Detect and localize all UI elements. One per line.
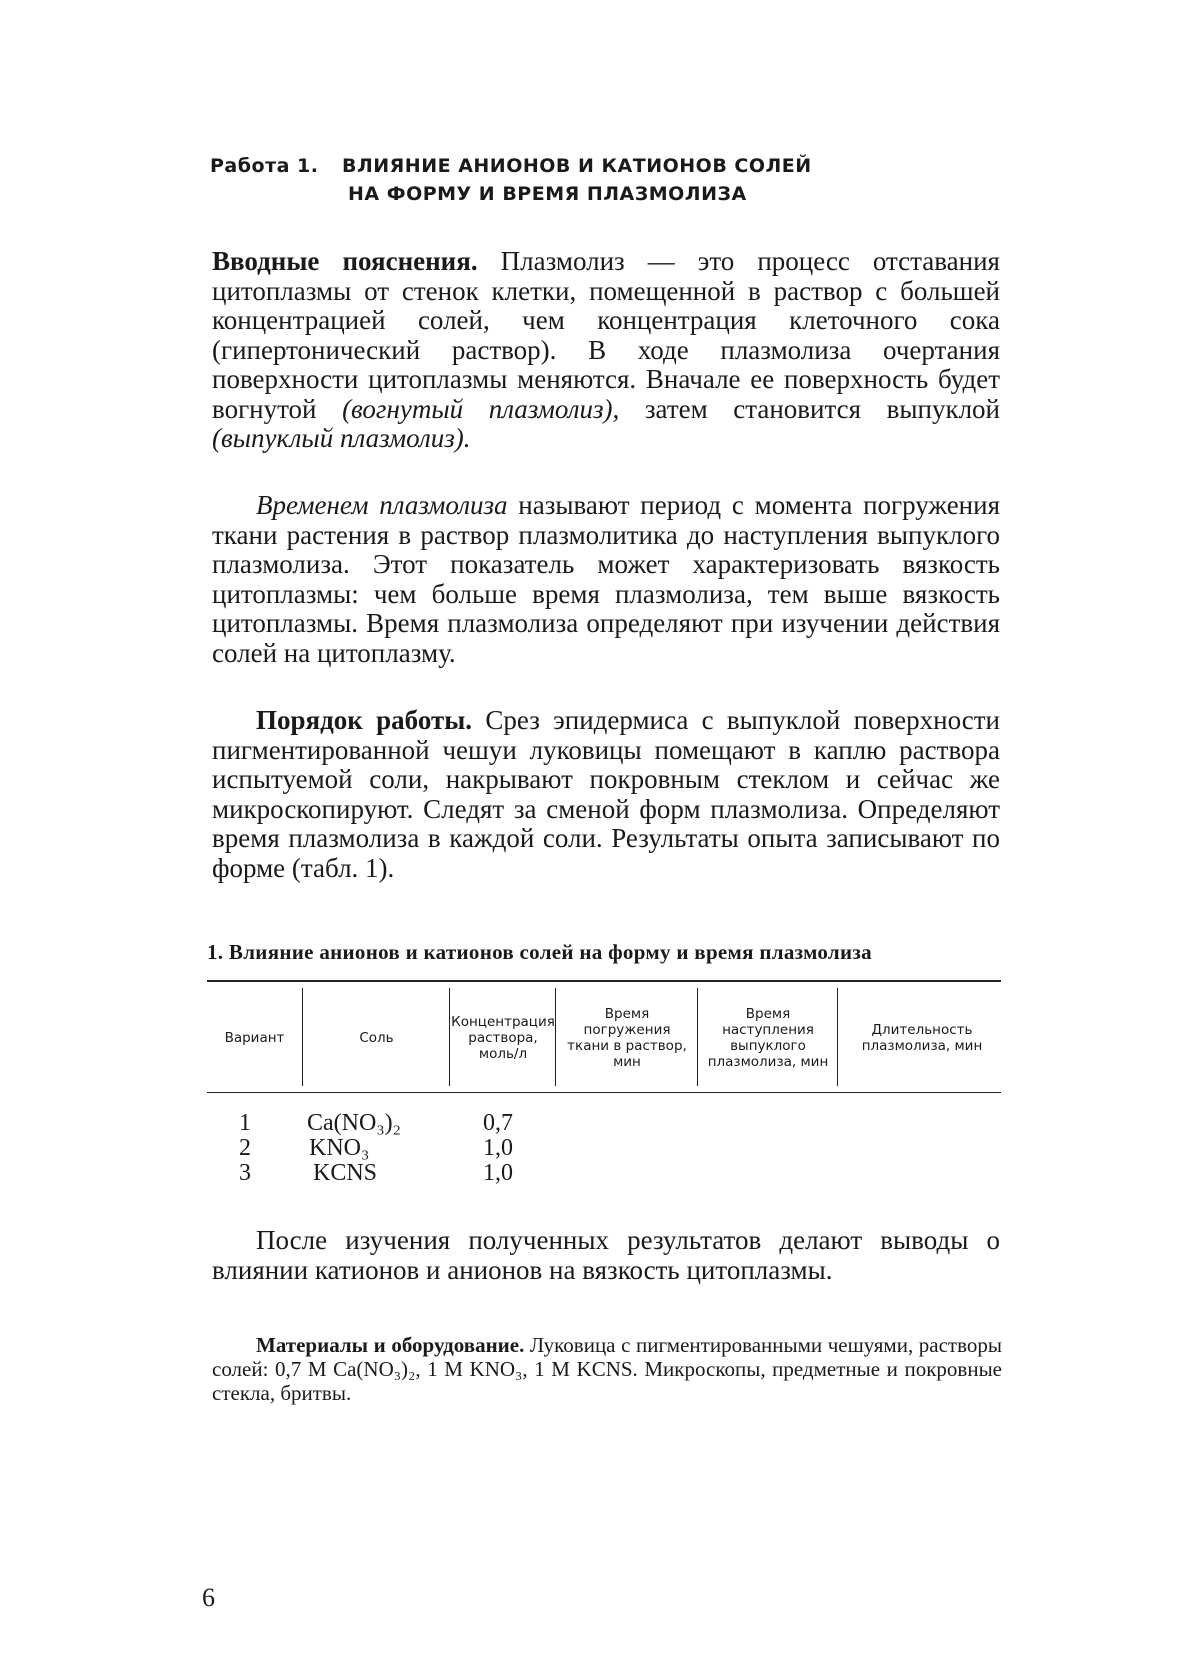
row2-concentration: 1,0 (483, 1135, 513, 1161)
header-variant: Вариант (224, 1030, 285, 1046)
materials-text: Луковица с пигментированными чешуями, растворы солей: 0,7 М Ca(NO₃)₂, 1 М KNO₃, 1 М KCNS. Микроскопы, предметные и покровные стекла, бритвы. (212, 1333, 1002, 1405)
conclusion-paragraph: После изучения полученных результатов делают выводы о влиянии катионов и анионов на вязкость цитоплазмы. (212, 1225, 1000, 1285)
intro-lead: Вводные пояснения. (212, 246, 478, 276)
table-header-rule (207, 1092, 1001, 1093)
header-concentration: Концентрация раствора, моль/л (451, 1014, 555, 1062)
work-title-line1: ВЛИЯНИЕ АНИОНОВ И КАТИОНОВ СОЛЕЙ (342, 155, 812, 177)
column-divider (555, 988, 556, 1086)
header-immersion-time: Время погружения ткани в раствор, мин (567, 1006, 687, 1070)
row2-salt: KNO₃ (309, 1135, 370, 1161)
header-convex-onset-time: Время наступления выпуклого плазмолиза, мин (707, 1006, 829, 1070)
materials-lead: Материалы и оборудование. (256, 1333, 525, 1357)
table-caption: 1. Влияние анионов и катионов солей на форму и время плазмолиза (207, 940, 872, 964)
intro-text-1: Плазмолиз — это процесс отставания цитоплазмы от стенок клетки, помещенной в раствор с большей концентрацией солей, чем концентрация клеточного сока (гипертонический раствор). В ходе плазмолиза очертания поверхности цитоплазмы меняются. Вначале ее поверхность будет вогнутой (212, 246, 1000, 424)
column-divider (697, 988, 698, 1086)
intro-paragraph (212, 247, 1000, 454)
plasmolysis-time-term: Временем плазмолиза (256, 490, 508, 520)
row3-concentration: 1,0 (483, 1160, 513, 1186)
page-number: 6 (202, 1583, 215, 1612)
procedure-text: Срез эпидермиса с выпуклой поверхности пигментированной чешуи луковицы помещают в каплю раствора испытуемой соли, накрывают покровным стеклом и сейчас же микроскопируют. Следят за сменой форм плазмолиза. Определяют время плазмолиза в каждой соли. Результаты опыта записывают по форме (табл. 1). (212, 705, 1000, 883)
intro-text-2: затем становится выпуклой (619, 393, 1000, 424)
work-heading (210, 152, 1010, 208)
row2-variant: 2 (239, 1135, 251, 1161)
row1-variant: 1 (239, 1110, 251, 1136)
procedure-lead: Порядок работы. (256, 705, 473, 735)
header-salt: Соль (359, 1030, 394, 1046)
work-title-line2: НА ФОРМУ И ВРЕМЯ ПЛАЗМОЛИЗА (348, 183, 747, 205)
materials-paragraph (212, 1333, 1002, 1405)
plasmolysis-time-paragraph (212, 491, 1000, 668)
row3-variant: 3 (239, 1160, 251, 1186)
column-divider (302, 988, 303, 1086)
procedure-paragraph (212, 706, 1000, 883)
plasmolysis-time-text: называют период с момента погружения ткани растения в раствор плазмолитика до наступления выпуклого плазмолиза. Этот показатель может характеризовать вязкость цитоплазмы: чем больше время плазмолиза, тем выше вязкость цитоплазмы. Время плазмолиза определяют при изучении действия солей на цитоплазму. (212, 490, 1000, 668)
work-label: Работа 1. (210, 155, 319, 177)
header-duration: Длительность плазмолиза, мин (861, 1022, 983, 1054)
intro-italic-1: (вогнутый плазмолиз), (342, 393, 620, 424)
row1-salt: Ca(NO₃)₂ (307, 1110, 402, 1136)
intro-italic-2: (выпуклый плазмолиз). (212, 423, 471, 453)
row1-concentration: 0,7 (483, 1110, 513, 1136)
column-divider (837, 988, 838, 1086)
column-divider (449, 988, 450, 1086)
row3-salt: KCNS (313, 1160, 378, 1186)
table-top-rule (207, 980, 1001, 982)
